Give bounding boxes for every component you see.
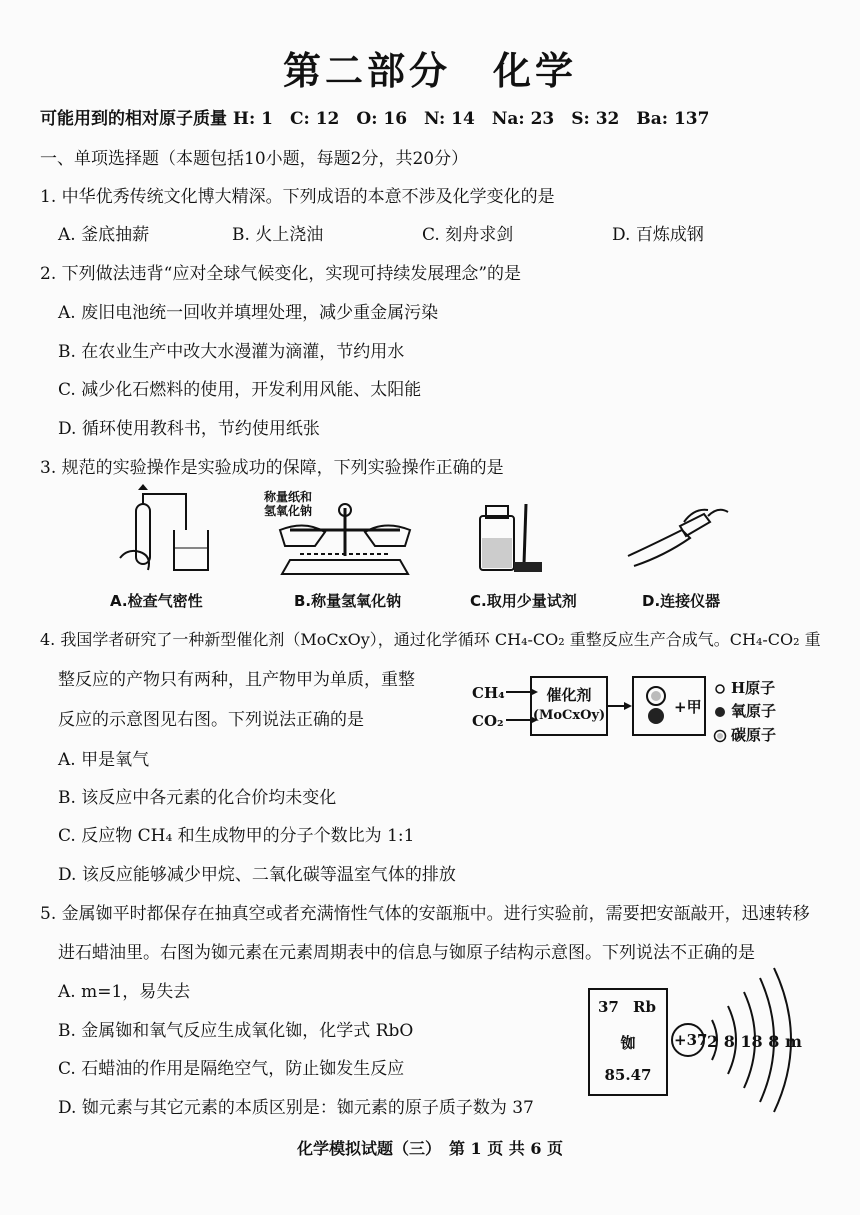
q3-caption-a: A.检查气密性 [110, 592, 203, 610]
diagram-input-ch4: CH₄ [472, 684, 505, 702]
balance-label: 称量纸和 氢氧化钠 [264, 490, 313, 518]
section-heading: 一、单项选择题（本题包括10小题，每题2分，共20分） [40, 149, 469, 169]
q2-option-d: D. 循环使用教科书，节约使用纸张 [58, 419, 320, 439]
legend-o-atom-icon [714, 706, 726, 718]
electron-shells: 2 8 18 8 m [707, 1032, 802, 1051]
airtight-check-figure [110, 490, 220, 580]
balance-figure [270, 500, 420, 580]
product-box [632, 676, 706, 736]
element-symbol: Rb [633, 998, 656, 1016]
q4-stem-line3: 反应的示意图见右图。下列说法正确的是 [58, 710, 364, 730]
q2-option-b: B. 在农业生产中改大水漫灌为滴灌，节约用水 [58, 342, 405, 362]
legend-h-atom-icon [714, 683, 726, 695]
element-number: 37 [598, 998, 619, 1016]
page-title: 第二部分 化学 [282, 48, 577, 93]
element-card [588, 988, 668, 1096]
q1-option-c: C. 刻舟求剑 [422, 225, 514, 245]
q4-option-a: A. 甲是氧气 [58, 750, 150, 770]
atomic-mass-line: 可能用到的相对原子质量 H: 1 C: 12 O: 16 N: 14 Na: 23 S: 32 Ba: 137 [40, 109, 710, 129]
q2-option-a: A. 废旧电池统一回收并填埋处理，减少重金属污染 [58, 303, 439, 323]
element-mass: 85.47 [604, 1066, 652, 1084]
q3-caption-b: B.称量氢氧化钠 [294, 592, 402, 610]
catalyst-label: 催化剂 [546, 686, 592, 704]
catalyst-formula: (MoCxOy) [532, 708, 606, 723]
q1-option-a: A. 釜底抽薪 [58, 225, 150, 245]
q3-caption-c: C.取用少量试剂 [470, 592, 577, 610]
q5-option-c: C. 石蜡油的作用是隔绝空气，防止铷发生反应 [58, 1059, 405, 1079]
q1-stem: 1. 中华优秀传统文化博大精深。下列成语的本意不涉及化学变化的是 [40, 187, 555, 207]
element-name: 铷 [620, 1034, 636, 1052]
legend-o-atom: 氧原子 [731, 702, 777, 720]
q5-option-b: B. 金属铷和氧气反应生成氧化铷，化学式 RbO [58, 1021, 414, 1041]
q4-option-c: C. 反应物 CH₄ 和生成物甲的分子个数比为 1:1 [58, 826, 415, 846]
q1-option-d: D. 百炼成钢 [612, 225, 704, 245]
page-footer: 化学模拟试题（三） 第 1 页 共 6 页 [296, 1139, 564, 1158]
q4-stem-line1: 4. 我国学者研究了一种新型催化剂（MoCxOy），通过化学循环 CH₄-CO₂ 重整反应生产合成气。CH₄-CO₂ 重 [40, 630, 821, 649]
q5-stem-line1: 5. 金属铷平时都保存在抽真空或者充满惰性气体的安瓿瓶中。进行实验前，需要把安瓿敲开，迅速转移 [40, 904, 810, 924]
legend-c-atom: 碳原子 [731, 726, 777, 744]
q3-caption-d: D.连接仪器 [642, 592, 721, 610]
q3-stem: 3. 规范的实验操作是实验成功的保障，下列实验操作正确的是 [40, 458, 504, 478]
reagent-figure [476, 504, 556, 574]
q5-option-a: A. m=1，易失去 [58, 982, 191, 1002]
q4-option-d: D. 该反应能够减少甲烷、二氧化碳等温室气体的排放 [58, 865, 456, 885]
q5-option-d: D. 铷元素与其它元素的本质区别是：铷元素的原子质子数为 37 [58, 1098, 534, 1118]
product-label: +甲 [674, 698, 702, 716]
legend-c-atom-icon [713, 729, 727, 743]
legend-h-atom: H原子 [731, 679, 776, 697]
nucleus-charge: +37 [674, 1031, 708, 1049]
q5-stem-line2: 进石蜡油里。右图为铷元素在元素周期表中的信息与铷原子结构示意图。下列说法不正确的是 [58, 943, 755, 963]
q4-option-b: B. 该反应中各元素的化合价均未变化 [58, 788, 337, 808]
q2-option-c: C. 减少化石燃料的使用，开发利用风能、太阳能 [58, 380, 422, 400]
connect-apparatus-figure [624, 500, 734, 570]
co-molecule-icon [642, 682, 672, 730]
q4-stem-line2: 整反应的产物只有两种，且产物甲为单质，重整 [58, 670, 415, 690]
diagram-input-co2: CO₂ [472, 712, 504, 730]
q2-stem: 2. 下列做法违背“应对全球气候变化，实现可持续发展理念”的是 [40, 264, 522, 284]
catalyst-box [530, 676, 608, 736]
q1-option-b: B. 火上浇油 [232, 225, 324, 245]
